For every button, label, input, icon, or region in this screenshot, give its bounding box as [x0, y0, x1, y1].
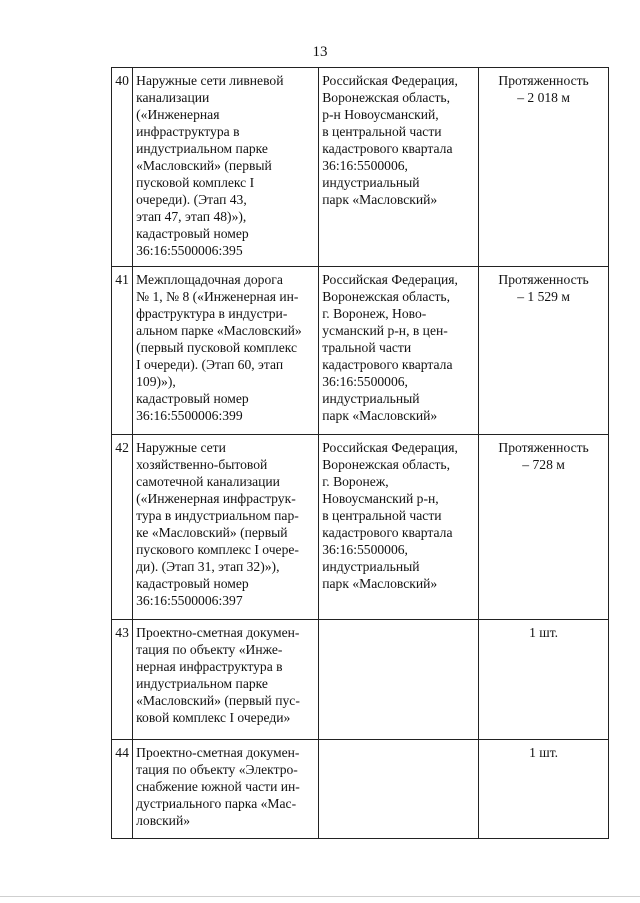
extent-line: – 2 018 м: [517, 90, 570, 105]
location-line: в центральной части: [322, 508, 442, 523]
location-line: кадастрового квартала: [322, 141, 453, 156]
location-cell: [319, 267, 479, 435]
object-name-line: Проектно-сметная докумен-: [136, 625, 300, 640]
object-name-line: Наружные сети ливневой: [136, 73, 284, 88]
table-row: [112, 267, 609, 435]
table-row: [112, 435, 609, 620]
object-name-line: Наружные сети: [136, 440, 226, 455]
page-number: 13: [312, 44, 328, 60]
object-name-line: 36:16:5500006:397: [136, 593, 243, 608]
location-line: парк «Масловский»: [322, 576, 438, 591]
object-name-line: тация по объекту «Инже-: [136, 642, 283, 657]
object-name-line: Проектно-сметная докумен-: [136, 745, 300, 760]
row-number: 44: [112, 740, 133, 839]
extent-line: Протяженность: [498, 272, 589, 287]
location-line: Российская Федерация,: [322, 73, 458, 88]
object-name-line: ковой комплекс I очереди»: [136, 710, 291, 725]
object-name-cell: [133, 435, 319, 620]
location-line: Российская Федерация,: [322, 440, 458, 455]
location-line: индустриальный: [322, 559, 420, 574]
object-name-line: (первый пусковой комплекс: [136, 340, 298, 355]
object-name-line: канализации: [136, 90, 210, 105]
object-name-line: «Масловский» (первый: [136, 158, 272, 173]
object-name-line: («Инженерная: [136, 107, 220, 122]
location-line: р-н Новоусманский,: [322, 107, 439, 122]
location-line: Воронежская область,: [322, 90, 451, 105]
object-name-line: кадастровый номер: [136, 576, 249, 591]
row-number: 40: [112, 68, 133, 267]
object-name-line: ловский»: [136, 813, 191, 828]
page-bottom-edge: [0, 896, 640, 897]
location-cell: [319, 68, 479, 267]
object-name-line: I очереди). (Этап 60, этап: [136, 357, 284, 372]
row-number: 43: [112, 620, 133, 740]
extent-line: 1 шт.: [529, 625, 559, 640]
extent-cell: [479, 740, 609, 839]
object-name-line: кадастровый номер: [136, 226, 249, 241]
object-name-line: 109)»),: [136, 374, 176, 389]
table-row: [112, 68, 609, 267]
location-cell: [319, 435, 479, 620]
object-name-line: пускового комплекс I очере-: [136, 542, 299, 557]
object-name-line: фраструктура в индустри-: [136, 306, 288, 321]
object-name-line: кадастровый номер: [136, 391, 249, 406]
location-line: кадастрового квартала: [322, 357, 453, 372]
object-name-line: («Инженерная инфраструк-: [136, 491, 296, 506]
location-line: Воронежская область,: [322, 289, 451, 304]
object-name-line: № 1, № 8 («Инженерная ин-: [136, 289, 299, 304]
location-line: г. Воронеж,: [322, 474, 389, 489]
location-line: тральной части: [322, 340, 412, 355]
extent-cell: [479, 267, 609, 435]
location-line: индустриальный: [322, 175, 420, 190]
location-line: кадастрового квартала: [322, 525, 453, 540]
location-line: в центральной части: [322, 124, 442, 139]
location-line: 36:16:5500006,: [322, 158, 408, 173]
object-name-line: нерная инфраструктура в: [136, 659, 283, 674]
object-name-line: инфраструктура в: [136, 124, 240, 139]
object-name-line: самотечной канализации: [136, 474, 280, 489]
extent-cell: [479, 620, 609, 740]
location-line: парк «Масловский»: [322, 192, 438, 207]
object-name-line: снабжение южной части ин-: [136, 779, 300, 794]
row-number: 41: [112, 267, 133, 435]
extent-cell: [479, 435, 609, 620]
object-name-line: тура в индустриальном пар-: [136, 508, 299, 523]
object-name-line: «Масловский» (первый пус-: [136, 693, 300, 708]
object-name-cell: [133, 620, 319, 740]
location-cell: [319, 620, 479, 740]
object-name-line: индустриальном парке: [136, 141, 268, 156]
location-line: Воронежская область,: [322, 457, 451, 472]
location-line: парк «Масловский»: [322, 408, 438, 423]
row-number: 42: [112, 435, 133, 620]
object-name-cell: [133, 740, 319, 839]
object-name-line: индустриальном парке: [136, 676, 268, 691]
object-name-line: 36:16:5500006:395: [136, 243, 243, 258]
object-name-line: дустриального парка «Мас-: [136, 796, 297, 811]
location-line: 36:16:5500006,: [322, 542, 408, 557]
object-name-line: тация по объекту «Электро-: [136, 762, 298, 777]
object-name-line: ке «Масловский» (первый: [136, 525, 288, 540]
location-line: 36:16:5500006,: [322, 374, 408, 389]
extent-line: – 1 529 м: [517, 289, 570, 304]
object-name-line: 36:16:5500006:399: [136, 408, 243, 423]
location-line: Российская Федерация,: [322, 272, 458, 287]
registry-table-body: [112, 68, 609, 839]
extent-line: Протяженность: [498, 73, 589, 88]
extent-line: Протяженность: [498, 440, 589, 455]
object-name-line: этап 47, этап 48)»),: [136, 209, 247, 224]
object-name-cell: [133, 68, 319, 267]
property-registry-table: [111, 67, 609, 839]
location-line: усманский р-н, в цен-: [322, 323, 448, 338]
object-name-line: альном парке «Масловский»: [136, 323, 302, 338]
table-row: [112, 620, 609, 740]
extent-line: – 728 м: [522, 457, 565, 472]
location-line: индустриальный: [322, 391, 420, 406]
object-name-line: ди). (Этап 31, этап 32)»),: [136, 559, 280, 574]
object-name-line: хозяйственно-бытовой: [136, 457, 268, 472]
extent-line: 1 шт.: [529, 745, 559, 760]
table-row: [112, 740, 609, 839]
object-name-line: пусковой комплекс I: [136, 175, 255, 190]
object-name-cell: [133, 267, 319, 435]
object-name-line: очереди). (Этап 43,: [136, 192, 247, 207]
location-line: Новоусманский р-н,: [322, 491, 439, 506]
location-line: г. Воронеж, Ново-: [322, 306, 427, 321]
object-name-line: Межплощадочная дорога: [136, 272, 283, 287]
location-cell: [319, 740, 479, 839]
extent-cell: [479, 68, 609, 267]
